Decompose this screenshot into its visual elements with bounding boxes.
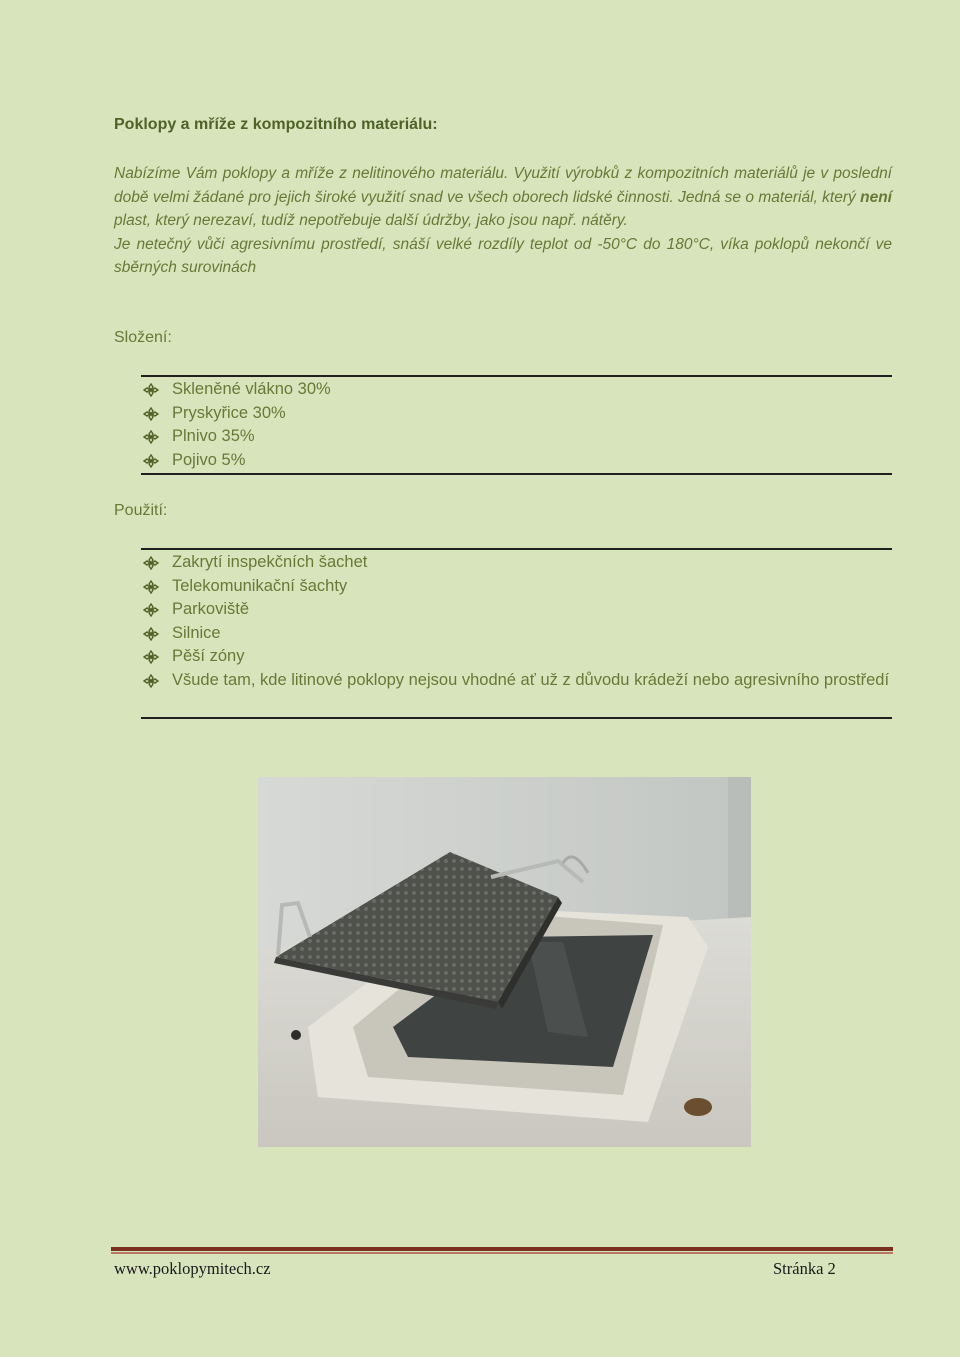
usage-item-text: Silnice [172, 623, 221, 642]
usage-item-text: Zakrytí inspekčních šachet [172, 553, 368, 571]
usage-item-text: Parkoviště [172, 600, 250, 619]
list-item [143, 575, 891, 599]
manhole-photo-illustration [258, 777, 751, 1147]
diamond-bullet-icon [143, 674, 159, 688]
diamond-bullet-icon [143, 603, 159, 617]
composition-item-text: Pryskyřice 30% [172, 403, 286, 422]
footer-rule-thick [111, 1247, 893, 1251]
usage-top-rule [141, 548, 892, 550]
usage-bottom-rule [141, 717, 892, 719]
usage-item-text: Telekomunikační šachty [172, 576, 348, 595]
page-title: Poklopy a mříže z kompozitního materiálu: [114, 116, 438, 133]
composition-bottom-rule [141, 473, 892, 475]
usage-list [143, 551, 891, 693]
intro-text-bold: není [860, 188, 892, 206]
footer-page-number: Stránka 2 [773, 1259, 836, 1278]
list-item [143, 645, 891, 669]
diamond-bullet-icon [143, 627, 159, 641]
intro-paragraph-2: Je netečný vůči agresivnímu prostředí, snáší velké rozdíly teplot od -50°C do 180°C, víka poklopů nekončí ve sběrných surovinách [114, 235, 892, 277]
list-item [143, 598, 891, 622]
diamond-bullet-icon [143, 556, 159, 570]
list-item [143, 622, 891, 646]
manhole-cover-photo [258, 777, 751, 1147]
composition-label: Složení: [114, 329, 172, 346]
diamond-bullet-icon [143, 580, 159, 594]
composition-item-text: Pojivo 5% [172, 450, 246, 469]
diamond-bullet-icon [143, 407, 159, 421]
composition-item-text: Plnivo 35% [172, 427, 255, 446]
intro-text [114, 162, 892, 280]
composition-top-rule [141, 375, 892, 377]
list-item [143, 669, 891, 693]
diamond-bullet-icon [143, 650, 159, 664]
footer-website: www.poklopymitech.cz [114, 1259, 271, 1278]
composition-item-text: Skleněné vlákno 30% [172, 380, 331, 398]
intro-text-part-a: Nabízíme Vám poklopy a mříže z nelitinového materiálu. Využití výrobků z kompozitních materiálů je v poslední době velmi žádané pro jejich široké využití snad ve všech oborech lidské činnosti. Jedná se o materiál, který [114, 165, 892, 206]
intro-text-part-b: plast, který nerezaví, tudíž nepotřebuje další údržby, jako jsou např. nátěry. [114, 212, 628, 230]
diamond-bullet-icon [143, 383, 159, 397]
diamond-bullet-icon [143, 454, 159, 468]
usage-label: Použití: [114, 502, 168, 519]
usage-item-text: Všude tam, kde litinové poklopy nejsou vhodné ať už z důvodu krádeží nebo agresivního prostředí [172, 670, 890, 689]
list-item [143, 551, 891, 575]
list-item [143, 378, 891, 402]
list-item [143, 425, 891, 449]
intro-paragraph-1 [114, 162, 892, 233]
list-item [143, 449, 891, 473]
composition-list [143, 378, 891, 472]
usage-item-text: Pěší zóny [172, 647, 245, 666]
footer-rule-thin [111, 1252, 893, 1254]
diamond-bullet-icon [143, 430, 159, 444]
list-item [143, 402, 891, 426]
